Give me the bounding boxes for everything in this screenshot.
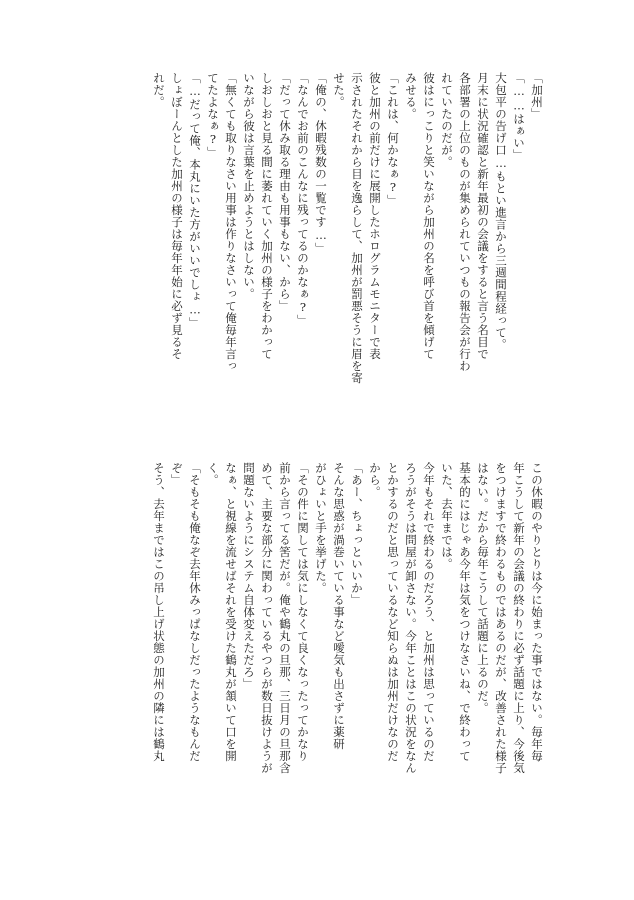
text-line: 「そもそも俺なぞ去年休みっぱなしだったようなもんだ [188,462,202,762]
text-line: 大包平の告げ口…もとい進言から三週間程経って。 [494,72,508,351]
text-line: 「その件に関しては気にしなくて良くなったってかなり [296,462,310,762]
text-line: 各部署の上位のものが集められていつもの報告会が行わ [458,72,472,372]
bottom-text-block [80,462,546,818]
text-line: 「あー、ちょっといいか」 [350,462,364,606]
text-line: なぁ、と視線を流せばそれを受けた鶴丸が頷いて口を開 [224,462,238,762]
text-line: 問題ないようにシステム自体変えただろ」 [242,462,256,690]
text-line: みせる。 [404,72,418,120]
text-line: 「無くても取りなさい用事は作りなさいって俺毎年言っ [224,72,238,372]
text-line: めて、主要な部分に関わっているやつらが数日抜けようが [260,462,274,774]
top-text-block [80,72,546,428]
text-line: 「これは、何かなぁ?」 [386,72,400,207]
text-line: 「加州」 [530,72,544,120]
text-line: しょぼーんとした加州の様子は毎年年始に必ず見るそ [170,72,184,360]
text-line: 「なんでお前のこんなに残ってるのかなぁ?」 [296,72,310,327]
text-line: から。 [368,462,382,498]
text-line: 基本的にはじゃあ今年は気をつけなさいね、で終わって [458,462,472,762]
text-line: く。 [206,462,220,486]
text-line: ぞ」 [170,462,184,486]
text-line: れだ。 [152,72,166,108]
text-line: てたよなぁ?」 [206,72,220,159]
text-line: 年こうして新年の会議の終わりに必ず話題に上り、今後気 [512,462,526,774]
text-line: 前から言ってる筈だが。俺や鶴丸の旦那、三日月の旦那含 [278,462,292,774]
text-line: をつけますで終わるものではあるのだが、改善された様子 [494,462,508,774]
text-line: しおしおと見る間に萎れていく加州の様子をわかって [260,72,274,360]
text-line: そう、去年まではこの吊し上げ状態の加州の隣には鶴丸 [152,462,166,762]
text-line: がひょいと手を挙げた。 [314,462,328,594]
text-line: この休暇のやりとりは今に始まった事ではない。毎年毎 [530,462,544,762]
text-line: 「だって休み取る理由も用事もない、から」 [278,72,292,312]
text-line: いた、去年までは。 [440,462,454,570]
text-line: 「……はぁい」 [512,72,526,161]
text-line: 「俺の、休暇残数の一覧です…」 [314,72,328,255]
text-line: れていたのだが。 [440,72,454,168]
text-line: せた。 [332,72,346,108]
text-line: 示されたそれから目を逸らして、加州が罰悪そうに眉を寄 [350,72,364,384]
text-line: ろうがそうは問屋が卸さない。今年ことはこの状況をなん [404,462,418,774]
text-line: 彼と加州の前だけに展開したホログラムモニターで表 [368,72,382,360]
text-line: 今年もそれで終わるのだろう、と加州は思っているのだ [422,462,436,762]
text-line: いながら彼は言葉を止めようとはしない。 [242,72,256,300]
text-line: 彼はにっこりと笑いながら加州の名を呼び首を傾げて [422,72,436,360]
text-line: そんな思惑が渦巻いている事など噯気も出さずに薬研 [332,462,346,750]
text-line: 月末に状況確認と新年最初の会議をすると言う名目で [476,72,490,360]
text-line: 「…だって俺、本丸にいた方がいいでしょ…」 [188,72,202,329]
text-line: とかするのだと思っているなど知らぬは加州だけなのだ [386,462,400,762]
text-line: はない。だから毎年こうして話題に上るのだ。 [476,462,490,714]
